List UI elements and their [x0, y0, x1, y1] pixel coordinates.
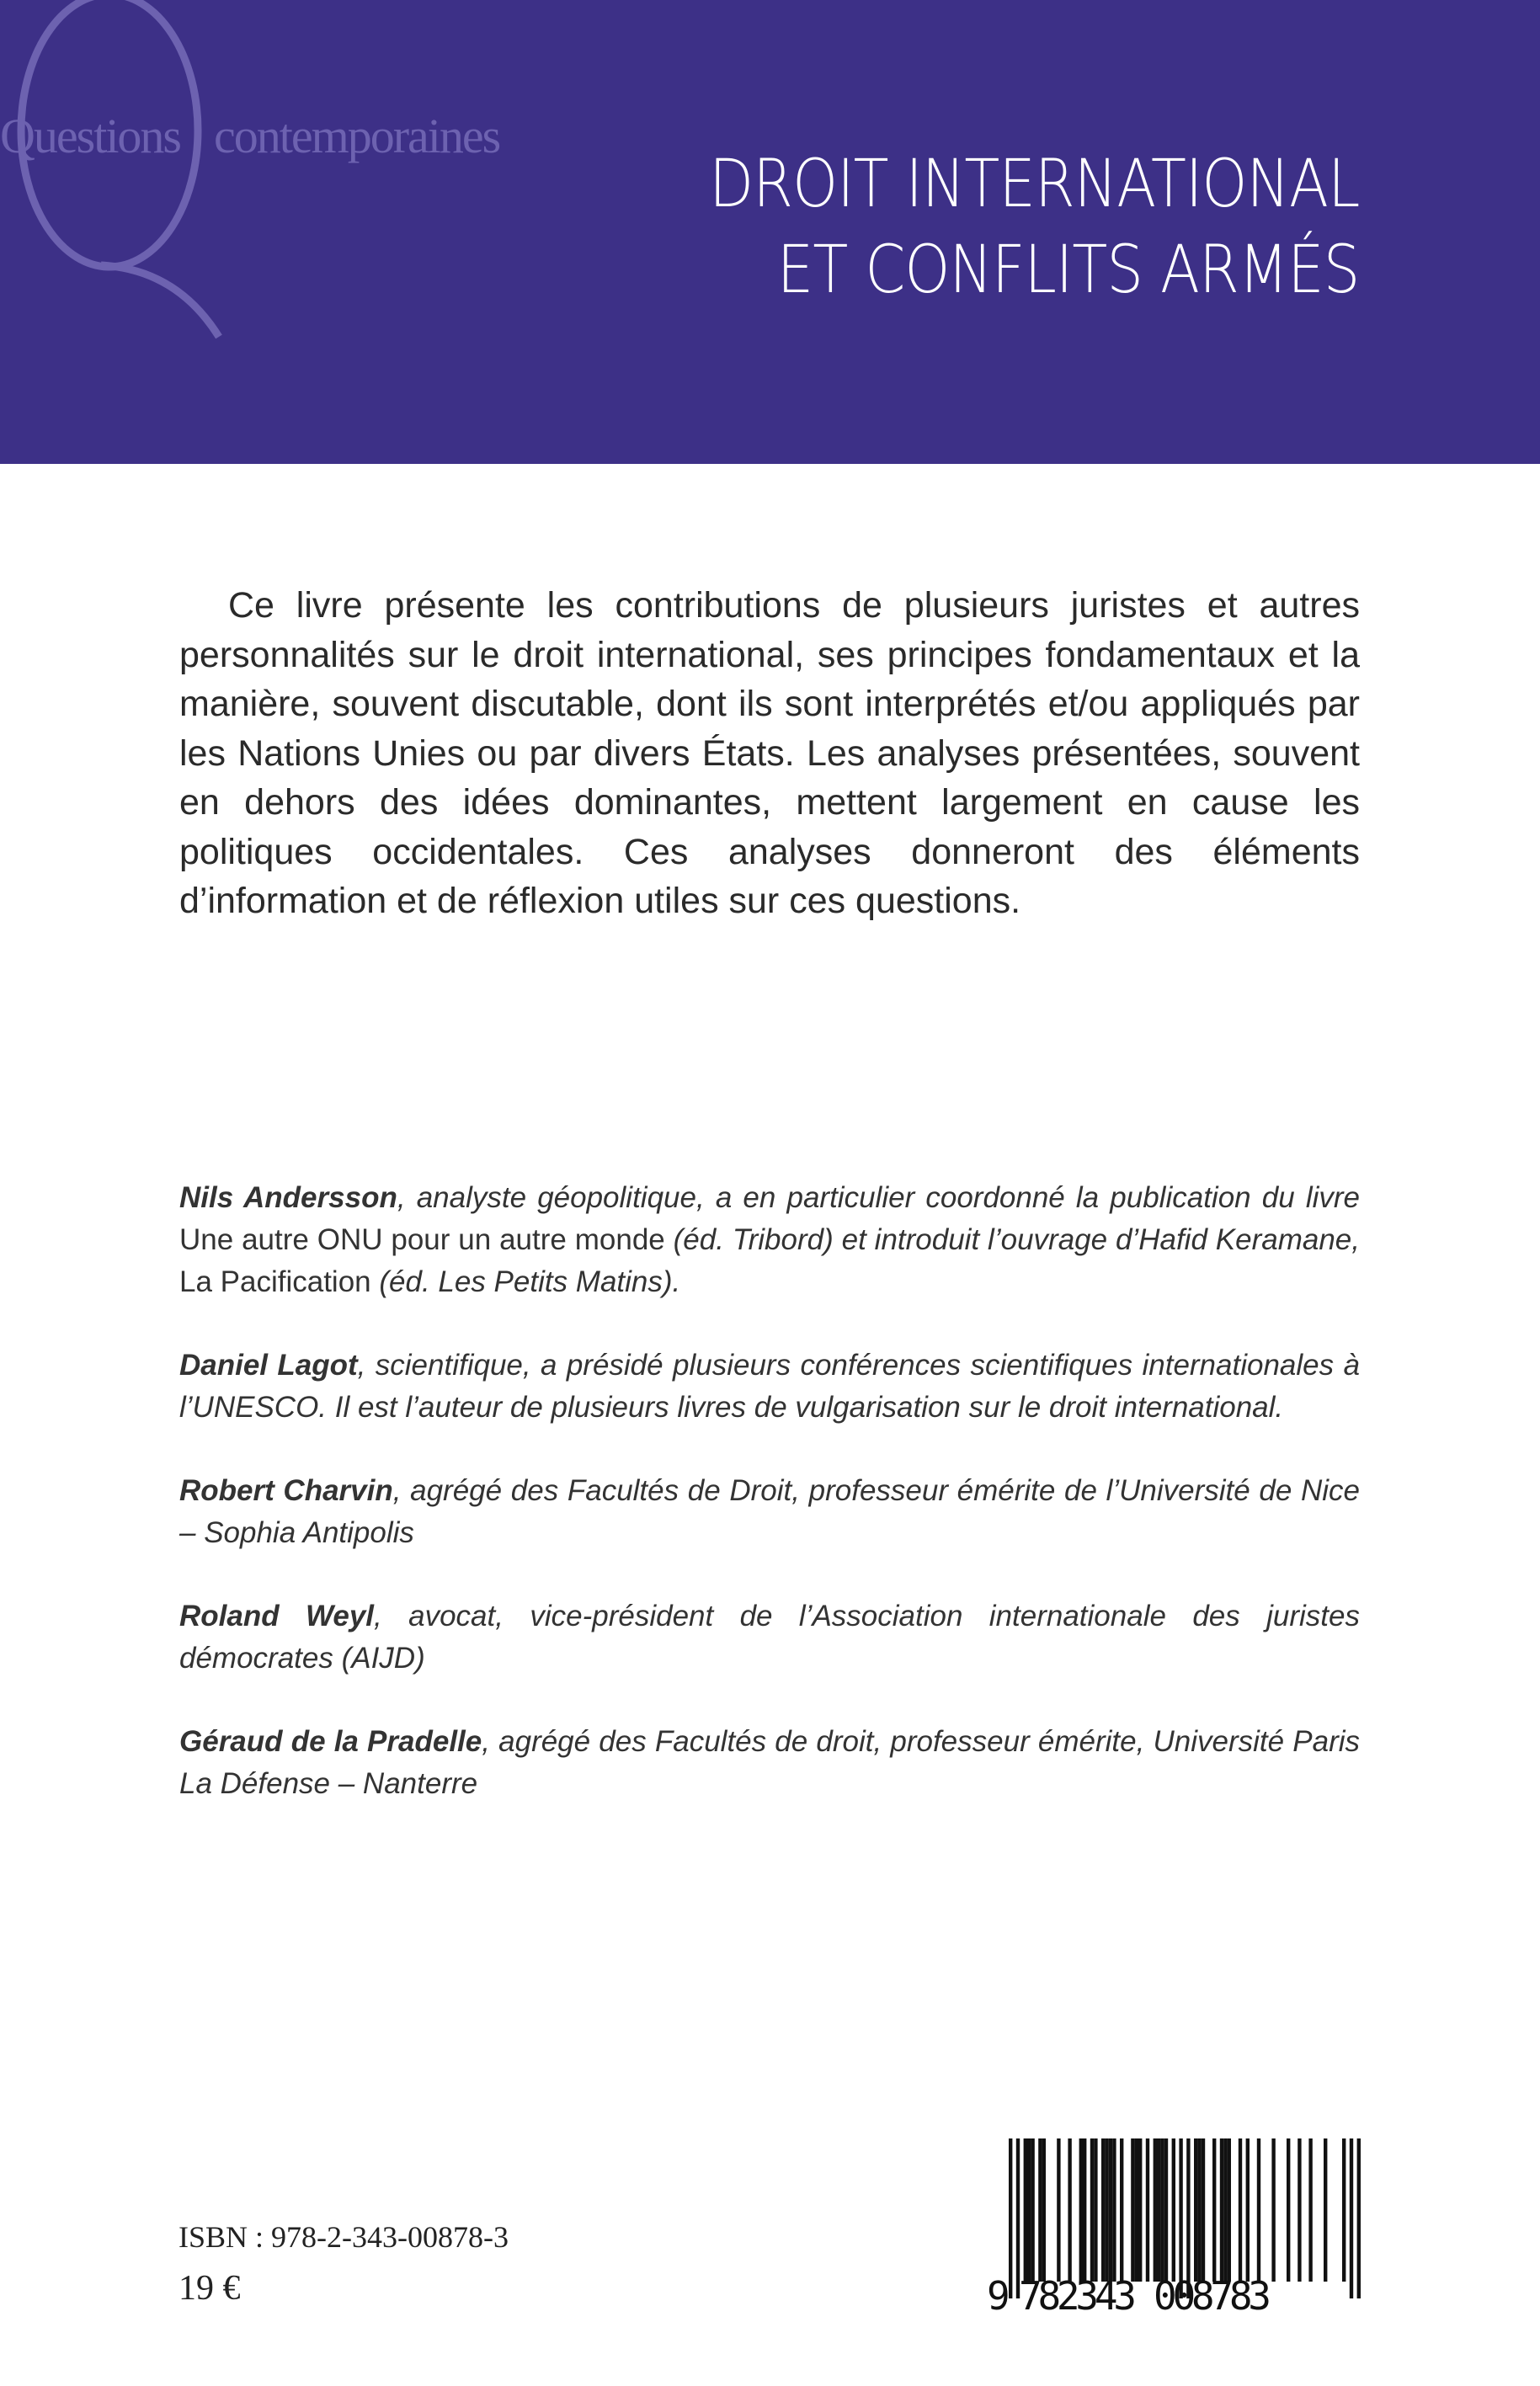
barcode-bar: [1057, 2138, 1060, 2282]
barcode-first-digit: 9: [987, 2273, 1010, 2311]
contributor-bio: [179, 1177, 1360, 1303]
bio-text: (éd. Les Petits Matins).: [370, 1265, 681, 1298]
series-name: [0, 108, 499, 164]
cover-header: [0, 0, 1540, 464]
contributor-bio: [179, 1721, 1360, 1805]
series-q-logo-icon: [0, 0, 261, 345]
barcode-bar: [1342, 2138, 1346, 2282]
barcode-bar: [1027, 2138, 1031, 2282]
barcode-bar: [1228, 2138, 1231, 2282]
bio-text: , scientifique, a présidé plusieurs conférences scientifiques internationales à l’UNESCO. Il est l’auteur de plusieurs livres de vulgarisation sur le droit international.: [179, 1349, 1360, 1424]
barcode-bar: [1287, 2138, 1290, 2282]
barcode-bar: [1197, 2138, 1201, 2282]
barcode-bar: [1239, 2138, 1242, 2282]
series-word-2: contemporaines: [214, 109, 500, 163]
barcode-bar: [1135, 2138, 1138, 2282]
barcode-bar: [1090, 2138, 1094, 2282]
title-line-1: DROIT INTERNATIONAL: [708, 146, 1359, 222]
barcode-bar: [1157, 2138, 1160, 2282]
barcode-bar: [1308, 2138, 1312, 2282]
contributor-bio: [179, 1345, 1360, 1429]
contributor-bio: [179, 1595, 1360, 1680]
barcode-bar: [1223, 2138, 1227, 2282]
price: 19 €: [179, 2269, 241, 2308]
barcode-bar: [1042, 2138, 1046, 2282]
barcode-bar: [1068, 2138, 1071, 2282]
contributors-list: [179, 1177, 1360, 1846]
contributor-bio: [179, 1470, 1360, 1554]
barcode-bar: [1194, 2138, 1197, 2282]
barcode-left-digits: 782343: [1019, 2273, 1137, 2311]
bio-text: , analyste géopolitique, a en particulier coordonné la publication du livre: [397, 1181, 1360, 1214]
barcode-bar: [1120, 2138, 1123, 2282]
barcode-bar: [1246, 2138, 1250, 2282]
barcode-bar: [1160, 2138, 1164, 2282]
book-ref: La Pacification: [179, 1265, 371, 1298]
barcode-bar: [1024, 2138, 1027, 2282]
barcode-bar: [1083, 2138, 1086, 2282]
barcode-bar: [1271, 2138, 1275, 2282]
barcode-bar: [1202, 2138, 1205, 2282]
barcode-bar: [1146, 2138, 1149, 2282]
barcode-bar: [1172, 2138, 1175, 2282]
barcode-bar: [1220, 2138, 1223, 2282]
barcode-bar: [1101, 2138, 1105, 2282]
barcode-right-digits: 008783: [1154, 2273, 1271, 2311]
barcode-bar: [1138, 2138, 1142, 2282]
barcode-bar: [1212, 2138, 1216, 2282]
bio-text: (éd. Tribord) et introduit l’ouvrage d’Hafid Keramane,: [664, 1223, 1360, 1256]
barcode-bar: [1257, 2138, 1260, 2282]
barcode-bar: [1038, 2138, 1042, 2282]
isbn: ISBN : 978-2-343-00878-3: [179, 2220, 509, 2254]
barcode-bar: [1031, 2138, 1034, 2282]
barcode-bar: [1112, 2138, 1116, 2282]
contributor-name: Daniel Lagot: [179, 1349, 358, 1382]
title-line-2: ET CONFLITS ARMÉS: [776, 232, 1359, 308]
series-word-1: Questions: [0, 109, 180, 163]
book-summary: Ce livre présente les contributions de plusieurs juristes et autres personnalités sur le droit international, ses principes fondamentaux et la manière, souvent discutable, dont ils sont interprétés et/ou appliqués par les Nations Unies ou par divers États. Les analyses présentées, souvent en dehors des idées dominantes, mettent largement en cause les politiques occidentales. Ces analyses donneront des éléments d’information et de réflexion utiles sur ces questions.: [179, 585, 1360, 921]
barcode-bar: [1298, 2138, 1301, 2282]
book-title: [709, 141, 1359, 313]
barcode-icon: [977, 2105, 1381, 2311]
book-ref: Une autre ONU pour un autre monde: [179, 1223, 665, 1256]
barcode-bar: [1350, 2138, 1353, 2298]
barcode-bar: [1131, 2138, 1134, 2282]
barcode-bar: [1109, 2138, 1112, 2282]
barcode-bar: [1105, 2138, 1108, 2282]
barcode-bar: [1154, 2138, 1157, 2282]
contributor-name: Roland Weyl: [179, 1600, 375, 1632]
barcode-bar: [1164, 2138, 1168, 2282]
bio-text: , agrégé des Facultés de droit, professeur émérite, Université Paris La Défense – Nanterre: [179, 1725, 1360, 1800]
barcode-bar: [1324, 2138, 1327, 2282]
bio-text: , agrégé des Facultés de Droit, professeur émérite de l’Université de Nice – Sophia Antipolis: [179, 1474, 1361, 1549]
contributor-name: Nils Andersson: [179, 1181, 397, 1214]
contributor-name: Géraud de la Pradelle: [179, 1725, 482, 1758]
bio-text: , avocat, vice-président de l’Association internationale des juristes démocrates (AIJD): [179, 1600, 1360, 1675]
barcode-bar: [1357, 2138, 1361, 2298]
barcode-bar: [1079, 2138, 1083, 2282]
contributor-name: Robert Charvin: [179, 1474, 393, 1507]
barcode-bar: [1094, 2138, 1097, 2282]
